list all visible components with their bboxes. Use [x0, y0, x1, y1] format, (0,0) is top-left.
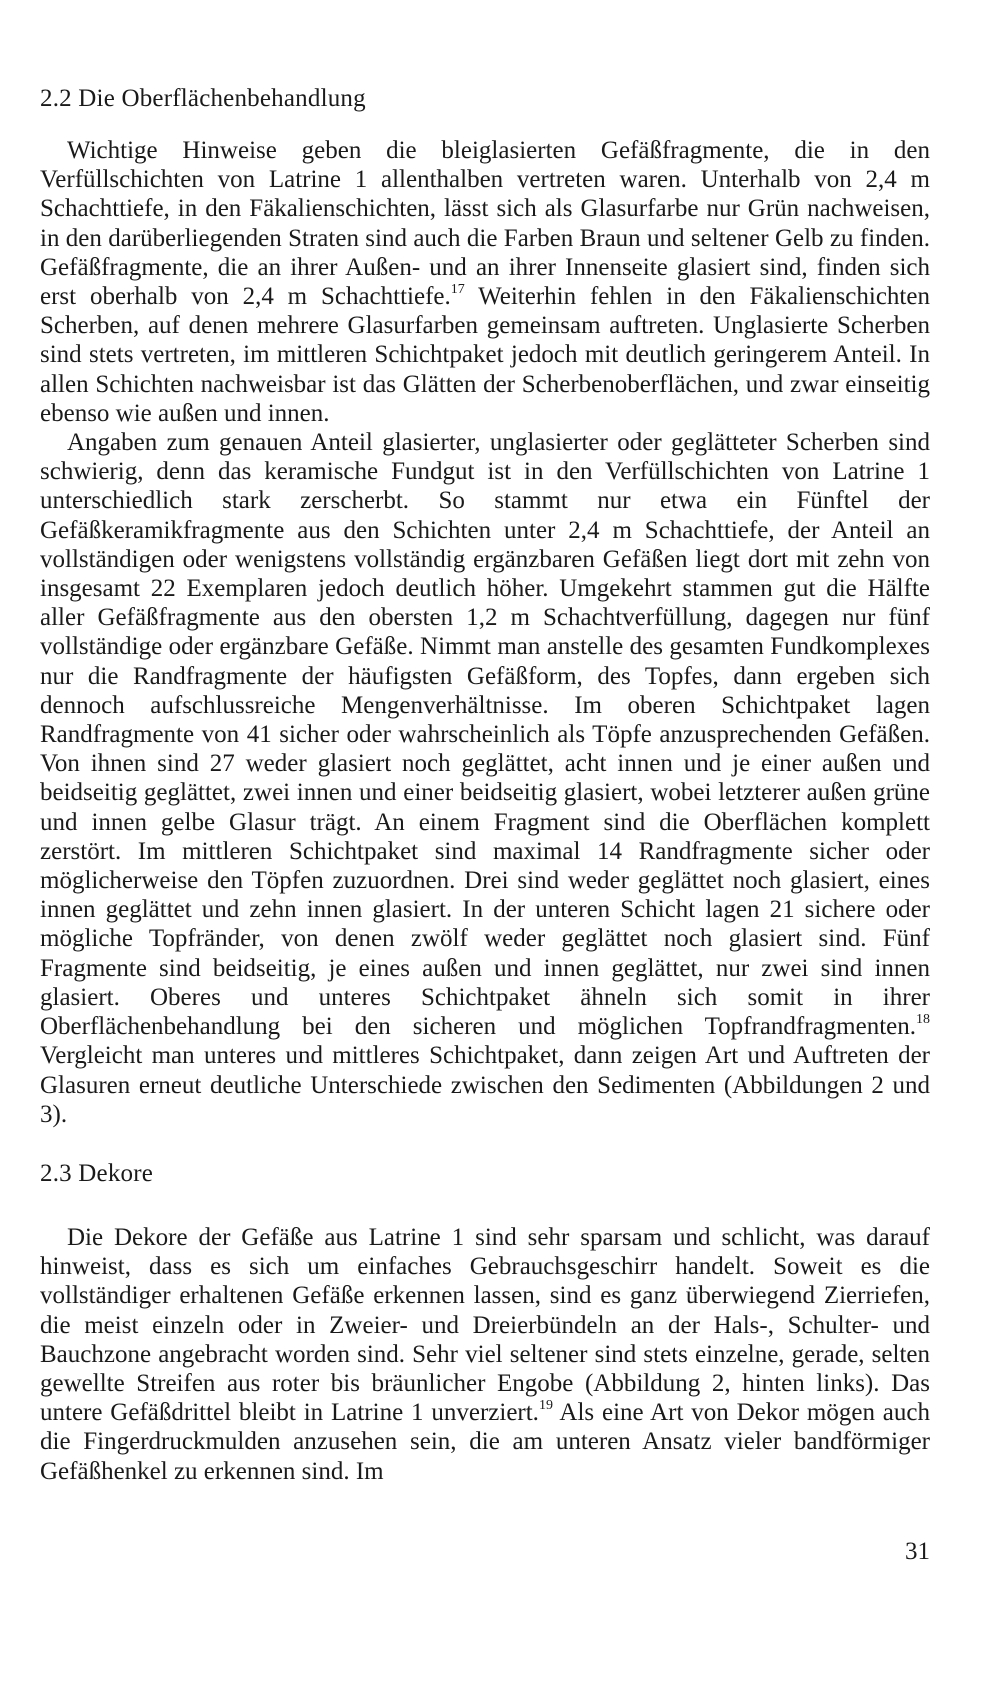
body-paragraph	[40, 428, 930, 1129]
paragraph-text: Vergleicht man unteres und mittleres Schichtpaket, dann zeigen Art und Auftreten der Glasuren erneut deutliche Unterschiede zwischen den Sedimenten (Abbildungen 2 und 3).	[40, 1042, 930, 1128]
section-heading-oberflaechenbehandlung: 2.2 Die Oberflächenbehandlung	[40, 85, 366, 112]
paragraph-text: Die Dekore der Gefäße aus Latrine 1 sind sehr sparsam und schlicht, was darauf hinweist, dass es sich um einfaches Gebrauchsgeschirr handelt. Soweit es die vollständiger erhaltenen Gefäße erkennen lassen, sind es ganz überwiegend Zierriefen, die meist einzeln oder in Zweier- und Dreierbündeln an der Hals-, Schulter- und Bauchzone angebracht worden sind. Sehr viel seltener sind stets einzelne, gerade, selten gewellte Streifen aus roter bis bräunlicher Engobe (Abbildung 2, hinten links). Das untere Gefäßdrittel bleibt in Latrine 1 unverziert.	[40, 1223, 930, 1427]
footnote-marker[interactable]: 19	[538, 1397, 553, 1413]
page-number: 31	[905, 1538, 930, 1565]
page-body	[40, 84, 930, 1486]
section-heading-dekore: 2.3 Dekore	[40, 1159, 154, 1187]
body-paragraph	[40, 136, 930, 428]
footnote-marker[interactable]: 17	[450, 281, 465, 297]
paragraph-text: Wichtige Hinweise geben die bleiglasierten Gefäßfragmente, die in den Verfüllschichten von Latrine 1 allenthalben vertreten waren. Unterhalb von 2,4 m Schachttiefe, in den Fäkalienschichten, lässt sich als Glasurfarbe nur Grün nachweisen, in den darüberliegenden Straten sind auch die Farben Braun und seltener Gelb zu finden. Gefäßfragmente, die an ihrer Außen- und an ihrer Innenseite glasiert sind, finden sich erst oberhalb von 2,4 m Schachttiefe.	[40, 137, 930, 311]
paragraph-text: Angaben zum genauen Anteil glasierter, unglasierter oder geglätteter Scherben sind schwierig, denn das keramische Fundgut ist in den Verfüllschichten von Latrine 1 unterschiedlich stark zerscherbt. So stammt nur etwa ein Fünftel der Gefäßkeramikfragmente aus den Schichten unter 2,4 m Schachttiefe, der Anteil an vollständigen oder wenigstens vollständig ergänzbaren Gefäßen liegt dort mit zehn von insgesamt 22 Exemplaren jedoch deutlich höher. Umgekehrt stammen gut die Hälfte aller Gefäßfragmente aus den obersten 1,2 m Schachtverfüllung, dagegen nur fünf vollständige oder ergänzbare Gefäße. Nimmt man anstelle des gesamten Fundkomplexes nur die Randfragmente der häufigsten Gefäßform, des Topfes, dann ergeben sich dennoch aufschlussreiche Mengenverhältnisse. Im oberen Schichtpaket lagen Randfragmente von 41 sicher oder wahrscheinlich als Töpfe anzusprechenden Gefäßen. Von ihnen sind 27 weder glasiert noch geglättet, acht innen und je einer außen und beidseitig geglättet, zwei innen und einer beidseitig glasiert, wobei letzterer außen grüne und innen gelbe Glasur trägt. An einem Fragment sind die Oberflächen komplett zerstört. Im mittleren Schichtpaket sind maximal 14 Randfragmente sicher oder möglicherweise den Töpfen zuzuordnen. Drei sind weder geglättet noch glasiert, eines innen geglättet und zehn innen glasiert. In der unteren Schicht lagen 21 sichere oder mögliche Topfränder, von denen zwölf weder geglättet noch glasiert sind. Fünf Fragmente sind beidseitig, je eines außen und innen geglättet, nur zwei sind innen glasiert. Oberes und unteres Schichtpaket ähneln sich somit in ihrer Oberflächenbehandlung bei den sicheren und möglichen Topfrandfragmenten.	[40, 429, 930, 1041]
body-paragraph	[40, 1223, 930, 1486]
paragraph-text: Weiterhin fehlen in den Fäkalienschichten Scherben, auf denen mehrere Glasurfarben gemeinsam auftreten. Unglasierte Scherben sind stets vertreten, im mittleren Schichtpaket jedoch mit deutlich geringerem Anteil. In allen Schichten nachweisbar ist das Glätten der Scherbenoberflächen, und zwar einseitig ebenso wie außen und innen.	[40, 283, 930, 427]
footnote-marker[interactable]: 18	[916, 1011, 930, 1027]
paragraph-text: Als eine Art von Dekor mögen auch die Fingerdruckmulden anzusehen sein, die am unteren Ansatz vieler bandförmiger Gefäßhenkel zu erkennen sind. Im	[40, 1399, 930, 1485]
